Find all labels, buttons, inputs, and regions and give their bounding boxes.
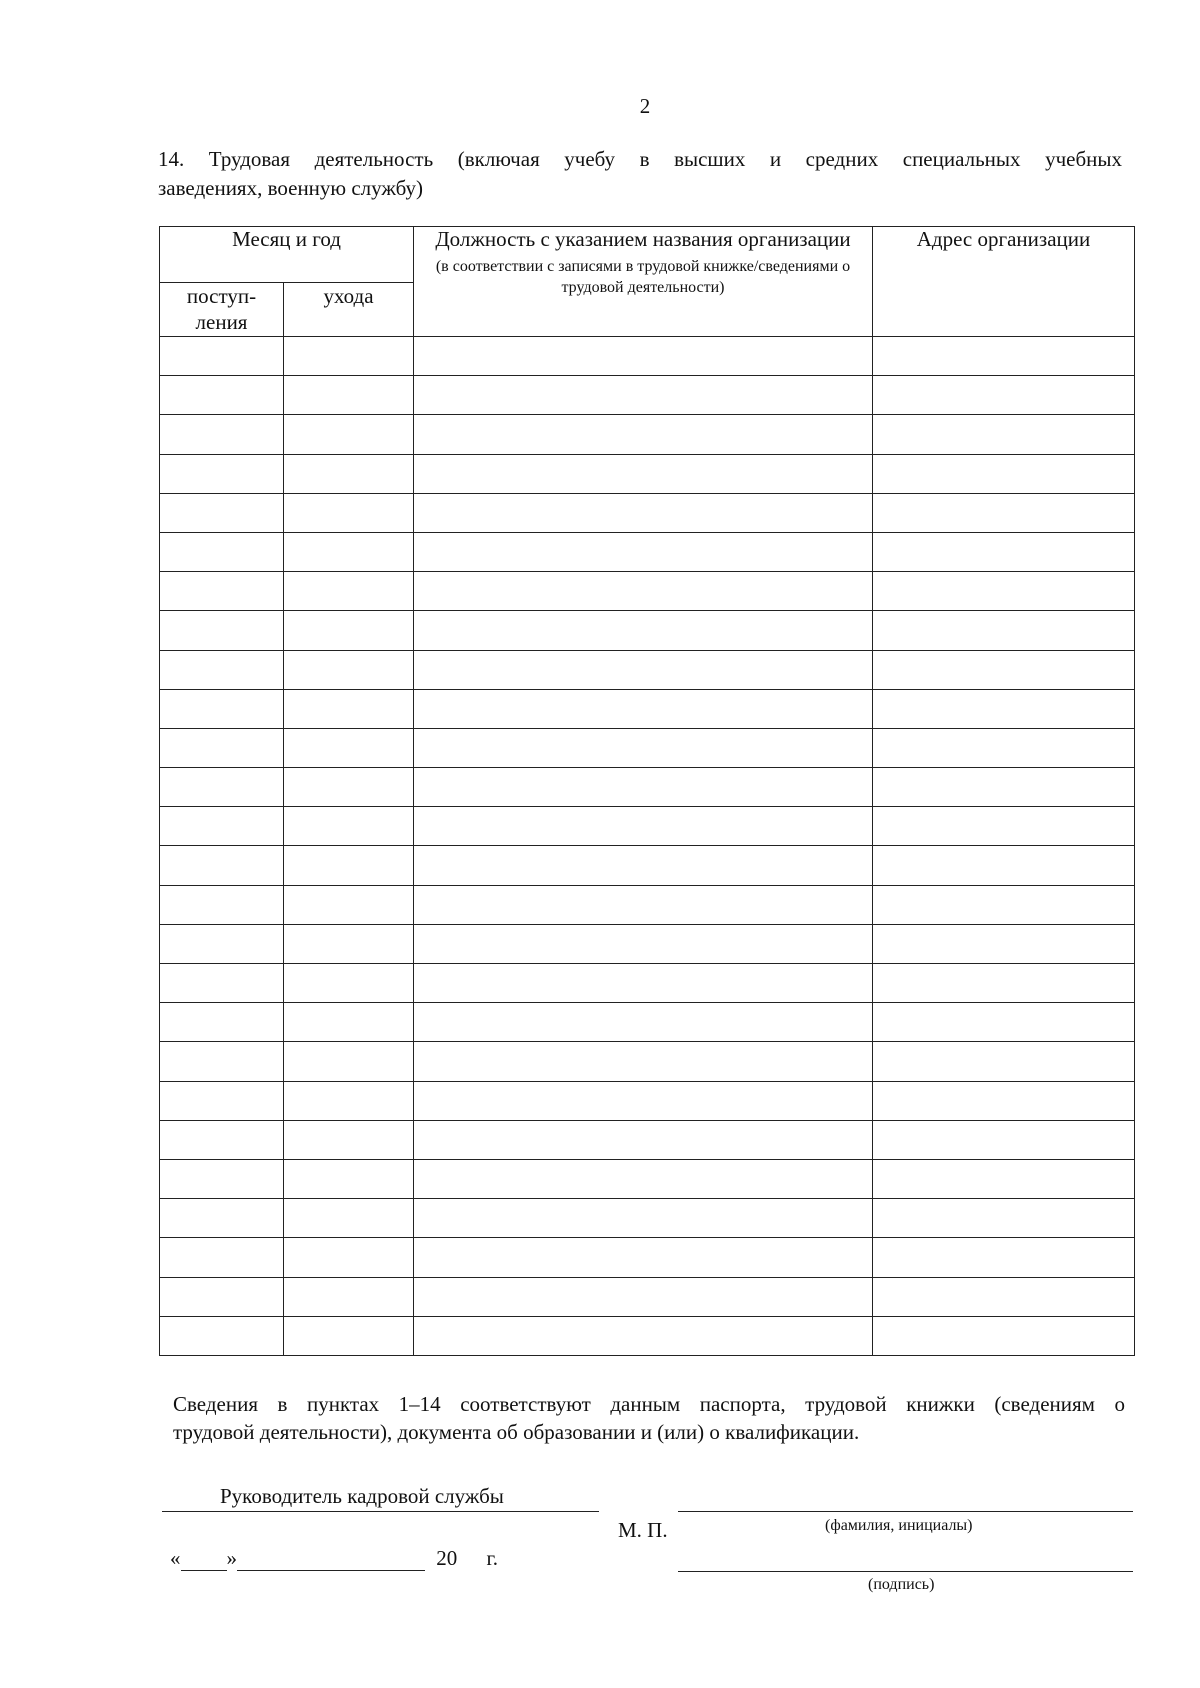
position-cell[interactable] bbox=[414, 1081, 873, 1120]
end-date-cell[interactable] bbox=[284, 1238, 414, 1277]
address-cell[interactable] bbox=[873, 1159, 1135, 1198]
start-date-cell[interactable] bbox=[160, 1042, 284, 1081]
signature-field[interactable] bbox=[678, 1571, 1133, 1572]
start-date-cell[interactable] bbox=[160, 493, 284, 532]
header-month-year: Месяц и год bbox=[160, 227, 414, 283]
address-cell[interactable] bbox=[873, 650, 1135, 689]
table-row bbox=[160, 611, 1135, 650]
position-cell[interactable] bbox=[414, 611, 873, 650]
address-cell[interactable] bbox=[873, 807, 1135, 846]
table-row bbox=[160, 885, 1135, 924]
position-cell[interactable] bbox=[414, 1003, 873, 1042]
end-date-cell[interactable] bbox=[284, 1003, 414, 1042]
position-cell[interactable] bbox=[414, 924, 873, 963]
table-row bbox=[160, 1199, 1135, 1238]
end-date-cell[interactable] bbox=[284, 1081, 414, 1120]
end-date-cell[interactable] bbox=[284, 964, 414, 1003]
start-date-cell[interactable] bbox=[160, 1003, 284, 1042]
date-field bbox=[170, 1546, 498, 1571]
header-start-date: поступ- ления bbox=[160, 283, 284, 337]
address-cell[interactable] bbox=[873, 532, 1135, 571]
address-cell[interactable] bbox=[873, 376, 1135, 415]
end-date-cell[interactable] bbox=[284, 376, 414, 415]
stamp-place: М. П. bbox=[618, 1518, 668, 1542]
position-cell[interactable] bbox=[414, 650, 873, 689]
position-cell[interactable] bbox=[414, 1277, 873, 1316]
start-date-cell[interactable] bbox=[160, 1316, 284, 1355]
section-heading bbox=[158, 145, 1122, 203]
table-row bbox=[160, 1238, 1135, 1277]
start-date-cell[interactable] bbox=[160, 1199, 284, 1238]
start-date-cell[interactable] bbox=[160, 454, 284, 493]
page-number: 2 bbox=[639, 94, 651, 118]
start-date-cell[interactable] bbox=[160, 1277, 284, 1316]
start-date-cell[interactable] bbox=[160, 885, 284, 924]
name-field-caption: (фамилия, инициалы) bbox=[825, 1517, 973, 1534]
position-cell[interactable] bbox=[414, 1316, 873, 1355]
table-row bbox=[160, 846, 1135, 885]
section-heading-line-1: 14. Трудовая деятельность (включая учебу в высших и средних специальных учебных bbox=[158, 147, 1122, 171]
table-row bbox=[160, 1120, 1135, 1159]
address-cell[interactable] bbox=[873, 1316, 1135, 1355]
hr-head-title: Руководитель кадровой службы bbox=[220, 1484, 504, 1508]
table-row bbox=[160, 924, 1135, 963]
position-cell[interactable] bbox=[414, 493, 873, 532]
end-date-cell[interactable] bbox=[284, 728, 414, 767]
section-heading-line-2: заведениях, военную службу) bbox=[158, 176, 423, 200]
employment-table-body bbox=[160, 337, 1135, 1356]
address-cell[interactable] bbox=[873, 1003, 1135, 1042]
year-suffix: г. bbox=[486, 1546, 498, 1570]
start-date-cell[interactable] bbox=[160, 1238, 284, 1277]
address-cell[interactable] bbox=[873, 454, 1135, 493]
start-date-cell[interactable] bbox=[160, 376, 284, 415]
start-date-cell[interactable] bbox=[160, 728, 284, 767]
address-cell[interactable] bbox=[873, 1120, 1135, 1159]
address-cell[interactable] bbox=[873, 964, 1135, 1003]
position-cell[interactable] bbox=[414, 1238, 873, 1277]
address-cell[interactable] bbox=[873, 493, 1135, 532]
end-date-cell[interactable] bbox=[284, 924, 414, 963]
address-cell[interactable] bbox=[873, 1042, 1135, 1081]
position-cell[interactable] bbox=[414, 454, 873, 493]
end-date-cell[interactable] bbox=[284, 454, 414, 493]
date-open-quote: « bbox=[170, 1546, 181, 1570]
start-date-cell[interactable] bbox=[160, 1159, 284, 1198]
position-cell[interactable] bbox=[414, 376, 873, 415]
address-cell[interactable] bbox=[873, 768, 1135, 807]
end-date-cell[interactable] bbox=[284, 337, 414, 376]
start-date-cell[interactable] bbox=[160, 415, 284, 454]
name-field[interactable] bbox=[678, 1511, 1133, 1512]
header-end-date: ухода bbox=[284, 283, 414, 337]
signature-field-caption: (подпись) bbox=[868, 1576, 935, 1593]
header-position bbox=[414, 227, 873, 337]
start-date-cell[interactable] bbox=[160, 650, 284, 689]
end-date-cell[interactable] bbox=[284, 1120, 414, 1159]
address-cell[interactable] bbox=[873, 689, 1135, 728]
start-date-cell[interactable] bbox=[160, 964, 284, 1003]
confirmation-line-2: трудовой деятельности), документа об образовании и (или) о квалификации. bbox=[173, 1420, 860, 1444]
position-cell[interactable] bbox=[414, 1199, 873, 1238]
end-date-cell[interactable] bbox=[284, 885, 414, 924]
end-date-cell[interactable] bbox=[284, 611, 414, 650]
employment-table bbox=[159, 226, 1135, 1356]
header-position-note: (в соответствии с записями в трудовой книжке/сведениями о трудовой деятельности) bbox=[435, 258, 851, 296]
address-cell[interactable] bbox=[873, 1199, 1135, 1238]
position-cell[interactable] bbox=[414, 415, 873, 454]
address-cell[interactable] bbox=[873, 1277, 1135, 1316]
address-cell[interactable] bbox=[873, 415, 1135, 454]
address-cell[interactable] bbox=[873, 1238, 1135, 1277]
position-cell[interactable] bbox=[414, 689, 873, 728]
start-date-cell[interactable] bbox=[160, 846, 284, 885]
address-cell[interactable] bbox=[873, 1081, 1135, 1120]
position-cell[interactable] bbox=[414, 964, 873, 1003]
table-row bbox=[160, 1003, 1135, 1042]
start-date-cell[interactable] bbox=[160, 1081, 284, 1120]
position-cell[interactable] bbox=[414, 572, 873, 611]
table-row bbox=[160, 728, 1135, 767]
date-close-quote: » bbox=[226, 1546, 237, 1570]
position-cell[interactable] bbox=[414, 1042, 873, 1081]
day-field[interactable] bbox=[181, 1550, 227, 1571]
end-date-cell[interactable] bbox=[284, 1316, 414, 1355]
position-cell[interactable] bbox=[414, 532, 873, 571]
address-cell[interactable] bbox=[873, 885, 1135, 924]
address-cell[interactable] bbox=[873, 728, 1135, 767]
start-date-cell[interactable] bbox=[160, 572, 284, 611]
end-date-cell[interactable] bbox=[284, 493, 414, 532]
table-row bbox=[160, 1081, 1135, 1120]
table-row bbox=[160, 532, 1135, 571]
table-row bbox=[160, 1042, 1135, 1081]
address-cell[interactable] bbox=[873, 337, 1135, 376]
address-cell[interactable] bbox=[873, 924, 1135, 963]
position-cell[interactable] bbox=[414, 337, 873, 376]
table-row bbox=[160, 1277, 1135, 1316]
start-date-cell[interactable] bbox=[160, 532, 284, 571]
start-date-cell[interactable] bbox=[160, 807, 284, 846]
table-row bbox=[160, 337, 1135, 376]
start-date-cell[interactable] bbox=[160, 611, 284, 650]
table-row bbox=[160, 376, 1135, 415]
position-cell[interactable] bbox=[414, 885, 873, 924]
end-date-cell[interactable] bbox=[284, 650, 414, 689]
position-cell[interactable] bbox=[414, 728, 873, 767]
table-row bbox=[160, 1159, 1135, 1198]
start-date-cell[interactable] bbox=[160, 689, 284, 728]
confirmation-statement bbox=[173, 1390, 1125, 1446]
end-date-cell[interactable] bbox=[284, 1199, 414, 1238]
header-address: Адрес организации bbox=[873, 227, 1135, 337]
start-date-cell[interactable] bbox=[160, 1120, 284, 1159]
end-date-cell[interactable] bbox=[284, 572, 414, 611]
end-date-cell[interactable] bbox=[284, 1277, 414, 1316]
hr-head-title-line bbox=[162, 1511, 599, 1512]
end-date-cell[interactable] bbox=[284, 807, 414, 846]
end-date-cell[interactable] bbox=[284, 532, 414, 571]
position-cell[interactable] bbox=[414, 1120, 873, 1159]
table-row bbox=[160, 768, 1135, 807]
table-row bbox=[160, 415, 1135, 454]
table-row bbox=[160, 454, 1135, 493]
end-date-cell[interactable] bbox=[284, 415, 414, 454]
table-row bbox=[160, 689, 1135, 728]
table-row bbox=[160, 572, 1135, 611]
end-date-cell[interactable] bbox=[284, 768, 414, 807]
start-date-cell[interactable] bbox=[160, 924, 284, 963]
year-prefix: 20 bbox=[436, 1546, 458, 1570]
position-cell[interactable] bbox=[414, 1159, 873, 1198]
table-row bbox=[160, 493, 1135, 532]
month-field[interactable] bbox=[237, 1550, 425, 1571]
start-date-cell[interactable] bbox=[160, 337, 284, 376]
header-position-title: Должность с указанием названия организации bbox=[435, 227, 851, 251]
address-cell[interactable] bbox=[873, 572, 1135, 611]
table-row bbox=[160, 650, 1135, 689]
table-row bbox=[160, 1316, 1135, 1355]
table-row bbox=[160, 807, 1135, 846]
position-cell[interactable] bbox=[414, 846, 873, 885]
position-cell[interactable] bbox=[414, 768, 873, 807]
end-date-cell[interactable] bbox=[284, 1159, 414, 1198]
start-date-cell[interactable] bbox=[160, 768, 284, 807]
address-cell[interactable] bbox=[873, 611, 1135, 650]
confirmation-line-1: Сведения в пунктах 1–14 соответствуют данным паспорта, трудовой книжки (сведениям о bbox=[173, 1392, 1125, 1416]
end-date-cell[interactable] bbox=[284, 689, 414, 728]
table-row bbox=[160, 964, 1135, 1003]
address-cell[interactable] bbox=[873, 846, 1135, 885]
end-date-cell[interactable] bbox=[284, 1042, 414, 1081]
position-cell[interactable] bbox=[414, 807, 873, 846]
end-date-cell[interactable] bbox=[284, 846, 414, 885]
